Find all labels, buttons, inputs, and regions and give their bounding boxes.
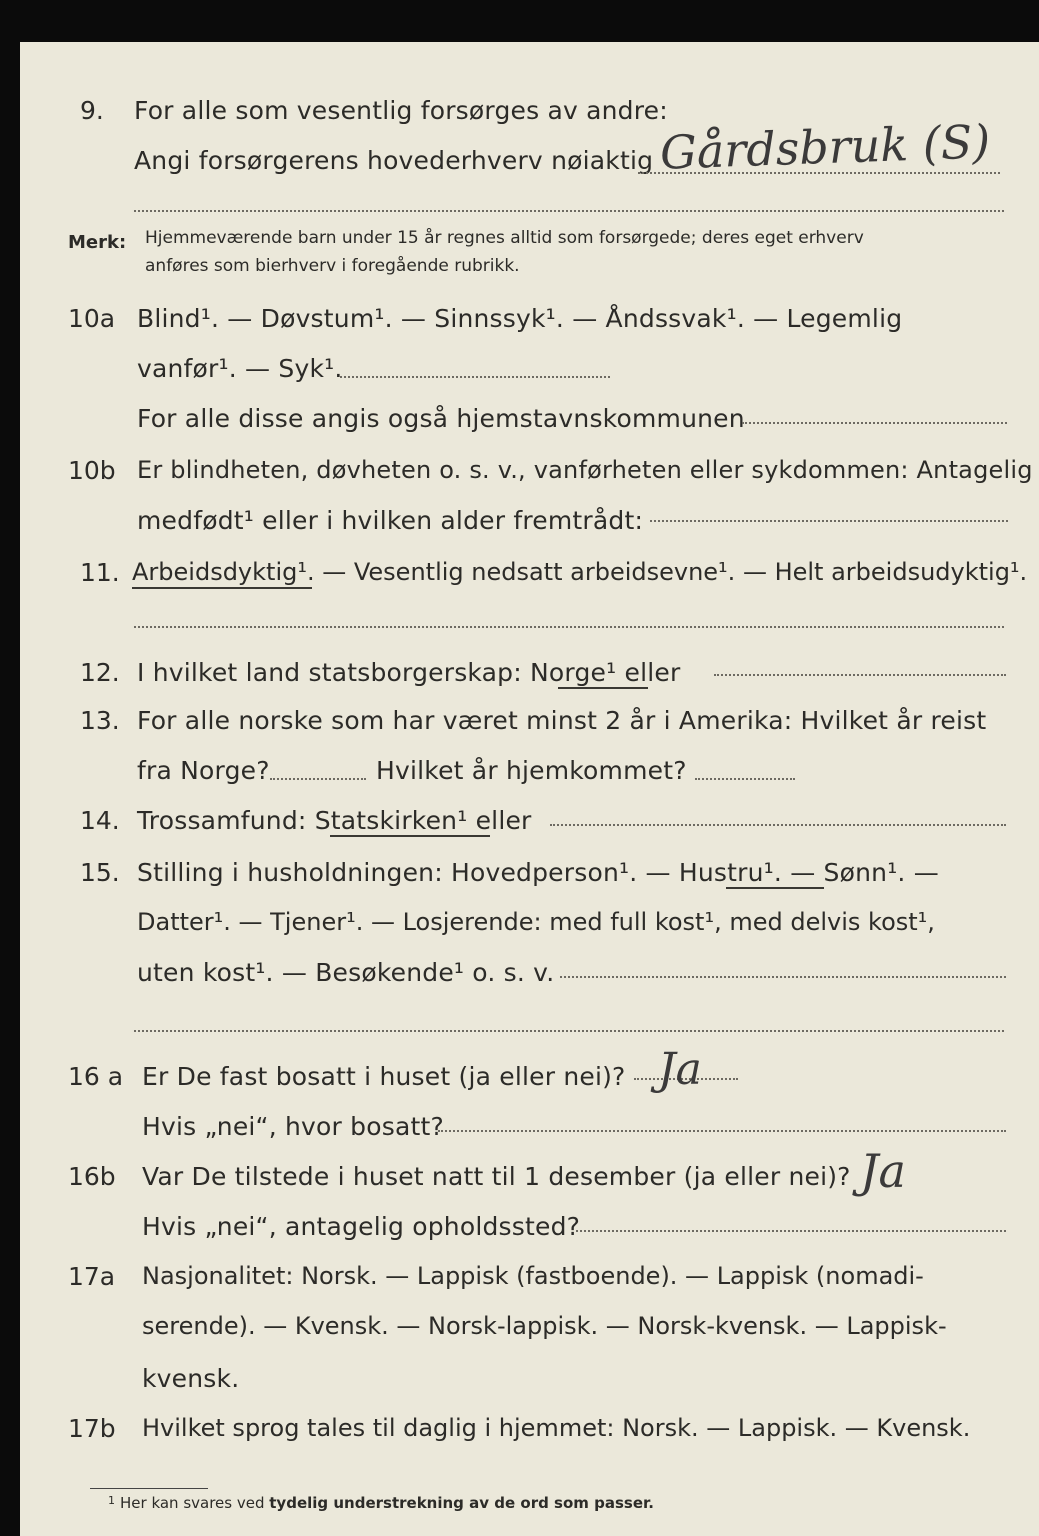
q10b-line2: medfødt¹ eller i hvilken alder fremtrådt: [137,506,644,535]
q12-pre: I hvilket land statsborgerskap: [137,658,531,687]
q16b-line2: Hvis „nei“, antagelig opholdssted? [142,1212,581,1241]
q12-underline-mark [558,687,648,689]
q16b-line1: Var De tilstede i huset natt til 1 desember (ja eller nei)? [142,1162,851,1191]
q11-text [132,558,1027,586]
q10a-line2: vanfør¹. — Syk¹. [137,354,343,383]
q9-extra-line [134,210,1004,212]
q14-answer-line [550,824,1006,826]
footnote-pre: Her kan svares ved [120,1494,270,1512]
q16b-opholdssted-line [576,1230,1006,1232]
q16a-handwritten-answer: Ja [658,1044,702,1095]
q11-rest: — Vesentlig nedsatt arbeidsevne¹. — Helt arbeidsudyktig¹. [314,558,1028,586]
q17a-number: 17a [68,1262,116,1291]
q15-line1a: Stilling i husholdningen: Hovedperson¹. — [137,858,679,887]
q11-underline-mark [132,587,312,589]
q13-line2b: Hvilket år hjemkommet? [376,756,687,785]
q10b-line1: Er blindheten, døvheten o. s. v., vanførheten eller sykdommen: Antagelig [137,456,1033,484]
merk-line1: Hjemmeværende barn under 15 år regnes alltid som forsørgede; deres eget erhverv [145,228,864,248]
q9-line2: Angi forsørgerens hovederhverv nøiaktig [134,146,654,175]
footnote-text [120,1494,654,1512]
q16a-line2: Hvis „nei“, hvor bosatt? [142,1112,444,1141]
q14-underline-mark [330,835,490,837]
q10a-line3: For alle disse angis også hjemstavnskommunen [137,404,745,433]
q11-number: 11. [80,558,120,587]
q16a-bosatt-line [438,1130,1006,1132]
q13-line1: For alle norske som har været minst 2 år i Amerika: Hvilket år reist [137,706,987,735]
q10a-line1: Blind¹. — Døvstum¹. — Sinnssyk¹. — Åndssvak¹. — Legemlig [137,304,903,333]
q14-text [137,806,532,835]
q17a-line1: Nasjonalitet: Norsk. — Lappisk (fastboende). — Lappisk (nomadi- [142,1262,924,1290]
footnote-rule [90,1488,208,1489]
q12-text [137,658,680,687]
q10b-number: 10b [68,456,116,485]
q16b-number: 16b [68,1162,116,1191]
q10a-number: 10a [68,304,116,333]
q12-number: 12. [80,658,120,687]
q10b-answer-line [650,520,1008,522]
q17b-number: 17b [68,1414,116,1443]
q13-reist-line [270,778,366,780]
q14-number: 14. [80,806,120,835]
q15-line1 [137,858,939,887]
q16a-line1: Er De fast bosatt i huset (ja eller nei)? [142,1062,626,1091]
q13-line2a: fra Norge? [137,756,270,785]
q14-pre: Trossamfund: [137,806,315,835]
q15-line1b: — Sønn¹. — [782,858,939,887]
q9-line1: For alle som vesentlig forsørges av andre: [134,96,668,125]
q15-line3: uten kost¹. — Besøkende¹ o. s. v. [137,958,555,987]
footnote-bold: tydelig understrekning av de ord som passer. [269,1494,654,1512]
q14-underlined-choice: Statskirken¹ [314,806,468,835]
q11-underlined-choice: Arbeidsdyktig¹. [132,558,315,586]
q17a-line2: serende). — Kvensk. — Norsk-lappisk. — Norsk-kvensk. — Lappisk- [142,1312,947,1340]
q15-answer-line [560,976,1006,978]
q15-extra-line [134,1030,1004,1032]
q17a-line3: kvensk. [142,1364,240,1393]
q10a-syk-line [340,376,610,378]
q14-post: eller [467,806,532,835]
q9-handwritten-answer: Gårdsbruk (S) [659,114,992,180]
q12-answer-line [714,674,1006,676]
footnote-mark: 1 [108,1494,115,1507]
q12-post: eller [616,658,681,687]
q17b-line1: Hvilket sprog tales til daglig i hjemmet: Norsk. — Lappisk. — Kvensk. [142,1414,971,1442]
q16b-handwritten-answer: Ja [860,1144,906,1198]
census-form-page [20,42,1039,1536]
q9-number: 9. [80,96,104,125]
q13-number: 13. [80,706,120,735]
merk-line2: anføres som bierhverv i foregående rubrikk. [145,256,520,276]
q15-underline-mark [726,887,824,889]
q11-extra-line [134,626,1004,628]
q15-underlined-choice: Hustru¹. [678,858,783,887]
q16a-number: 16 a [68,1062,124,1091]
q12-underlined-choice: Norge¹ [530,658,617,687]
q13-hjemkommet-line [695,778,795,780]
q10a-kommune-line [742,422,1007,424]
q15-line2: Datter¹. — Tjener¹. — Losjerende: med full kost¹, med delvis kost¹, [137,908,935,936]
q15-number: 15. [80,858,120,887]
merk-label: Merk: [68,232,127,253]
